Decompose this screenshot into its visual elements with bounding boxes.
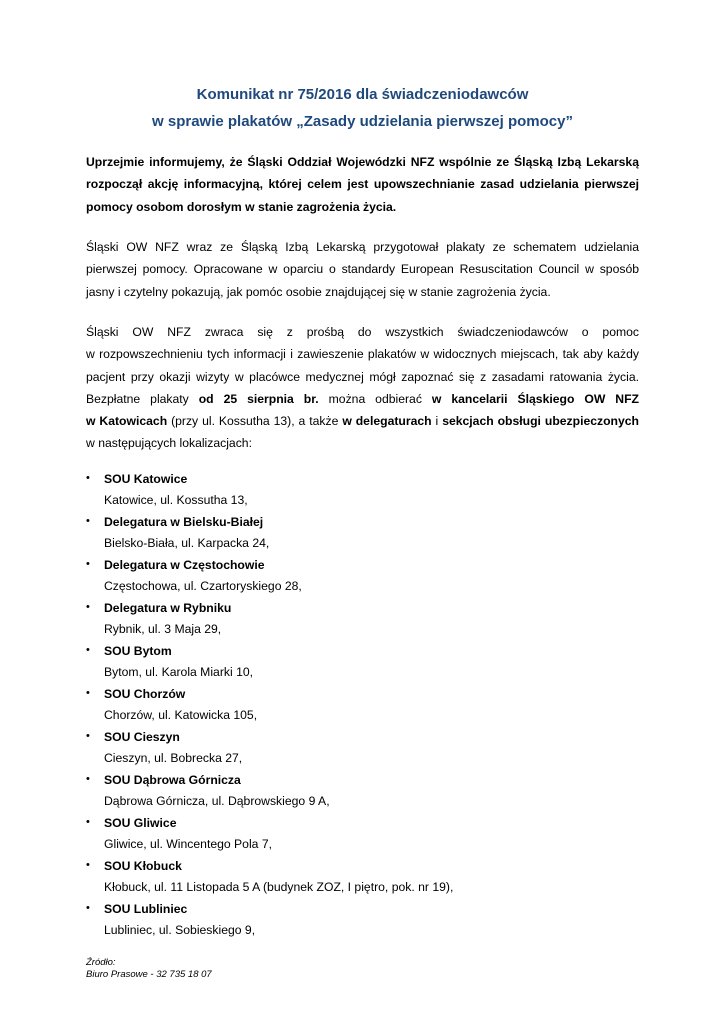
location-item [86, 684, 646, 727]
intro-line: Uprzejmie informujemy, że Śląski Oddział Wojewódzki NFZ wspólnie ze Śląską Izbą Lekarską [86, 155, 639, 169]
paragraph-line: pacjent przy okazji wizyty w placówce medycznej mógł zapoznać się z zasadami ratowania życia. [86, 369, 639, 384]
document-title-line-2: w sprawie plakatów „Zasady udzielania pierwszej pomocy” [152, 113, 573, 130]
bullet-icon: • [86, 601, 90, 613]
document-title-line-1: Komunikat nr 75/2016 dla świadczeniodawców [196, 86, 529, 103]
delegations-highlight: w delegaturach [342, 414, 432, 429]
paragraph-line [86, 410, 639, 432]
bullet-icon: • [86, 644, 90, 656]
location-address: Bielsko-Biała, ul. Karpacka 24, [104, 536, 270, 550]
footer-source-text: Biuro Prasowe - 32 735 18 07 [86, 969, 212, 980]
location-item [86, 512, 646, 555]
footer-source-label: Źródło: [86, 957, 116, 968]
bullet-icon: • [86, 472, 90, 484]
date-highlight: od 25 sierpnia br. [198, 391, 319, 406]
location-name: SOU Bytom [104, 644, 172, 658]
locations-list [86, 469, 646, 942]
location-name: SOU Dąbrowa Górnicza [104, 773, 241, 787]
bullet-icon: • [86, 558, 90, 570]
city-highlight: w Katowicach [86, 414, 168, 429]
location-name: SOU Lubliniec [104, 902, 188, 916]
intro-line: pomocy osobom dorosłym w stanie zagrożenia życia. [86, 199, 397, 214]
office-highlight: w kancelarii Śląskiego OW NFZ [431, 391, 639, 406]
paragraph-line: Śląski OW NFZ wraz ze Śląską Izbą Lekarską przygotował plakaty ze schematem udzielania [86, 240, 639, 254]
location-address: Dąbrowa Górnicza, ul. Dąbrowskiego 9 A, [104, 794, 330, 808]
text-run: i [431, 414, 443, 429]
location-address: Chorzów, ul. Katowicka 105, [104, 708, 258, 722]
text-run: można odbierać [318, 391, 432, 406]
paragraph-line: jasny i czytelny pokazują, jak pomóc osobie znajdującej się w stanie zagrożenia życia. [86, 284, 551, 299]
location-name: SOU Chorzów [104, 687, 186, 701]
bullet-icon: • [86, 515, 90, 527]
location-name: Delegatura w Rybniku [104, 601, 232, 615]
footer-source [86, 957, 212, 981]
paragraph-line: Śląski OW NFZ zwraca się z prośbą do wszystkich świadczeniodawców o pomoc [86, 325, 639, 339]
sections-highlight: sekcjach obsługi ubezpieczonych [442, 414, 640, 429]
paragraph-line [86, 388, 639, 410]
text-run: (przy ul. Kossutha 13), a także [167, 414, 343, 429]
location-item [86, 641, 646, 684]
intro-line: rozpoczął akcję informacyjną, której celem jest upowszechnianie zasad udzielania pierwszej [86, 177, 639, 192]
text-run: Bezpłatne plakaty [86, 391, 199, 406]
paragraph-request [86, 321, 639, 455]
location-item [86, 469, 646, 512]
location-item [86, 598, 646, 641]
bullet-icon: • [86, 816, 90, 828]
location-name: SOU Cieszyn [104, 730, 180, 744]
paragraph-line: w następujących lokalizacjach: [86, 436, 252, 451]
location-address: Cieszyn, ul. Bobrecka 27, [104, 751, 243, 765]
paragraph-line: w rozpowszechnieniu tych informacji i zawieszenie plakatów w widocznych miejscach, tak aby każdy [86, 347, 639, 362]
location-address: Rybnik, ul. 3 Maja 29, [104, 622, 222, 636]
location-name: SOU Gliwice [104, 816, 177, 830]
location-address: Gliwice, ul. Wincentego Pola 7, [104, 837, 272, 851]
bullet-icon: • [86, 773, 90, 785]
location-address: Katowice, ul. Kossutha 13, [104, 493, 248, 507]
location-address: Częstochowa, ul. Czartoryskiego 28, [104, 579, 302, 593]
bullet-icon: • [86, 902, 90, 914]
paragraph-line: pierwszej pomocy. Opracowane w oparciu o standardy European Resuscitation Council w sposób [86, 262, 639, 277]
paragraph-posters [86, 236, 639, 303]
location-item [86, 856, 646, 899]
location-name: SOU Katowice [104, 472, 188, 486]
bullet-icon: • [86, 687, 90, 699]
location-address: Lubliniec, ul. Sobieskiego 9, [104, 923, 256, 937]
location-item [86, 813, 646, 856]
location-item [86, 770, 646, 813]
bullet-icon: • [86, 859, 90, 871]
location-name: SOU Kłobuck [104, 859, 182, 873]
location-name: Delegatura w Bielsku-Białej [104, 515, 264, 529]
location-item [86, 899, 646, 942]
location-name: Delegatura w Częstochowie [104, 558, 265, 572]
location-item [86, 727, 646, 770]
location-address: Bytom, ul. Karola Miarki 10, [104, 665, 254, 679]
location-item [86, 555, 646, 598]
location-address: Kłobuck, ul. 11 Listopada 5 A (budynek ZOZ, I piętro, pok. nr 19), [104, 880, 454, 894]
bullet-icon: • [86, 730, 90, 742]
intro-paragraph [86, 151, 639, 218]
